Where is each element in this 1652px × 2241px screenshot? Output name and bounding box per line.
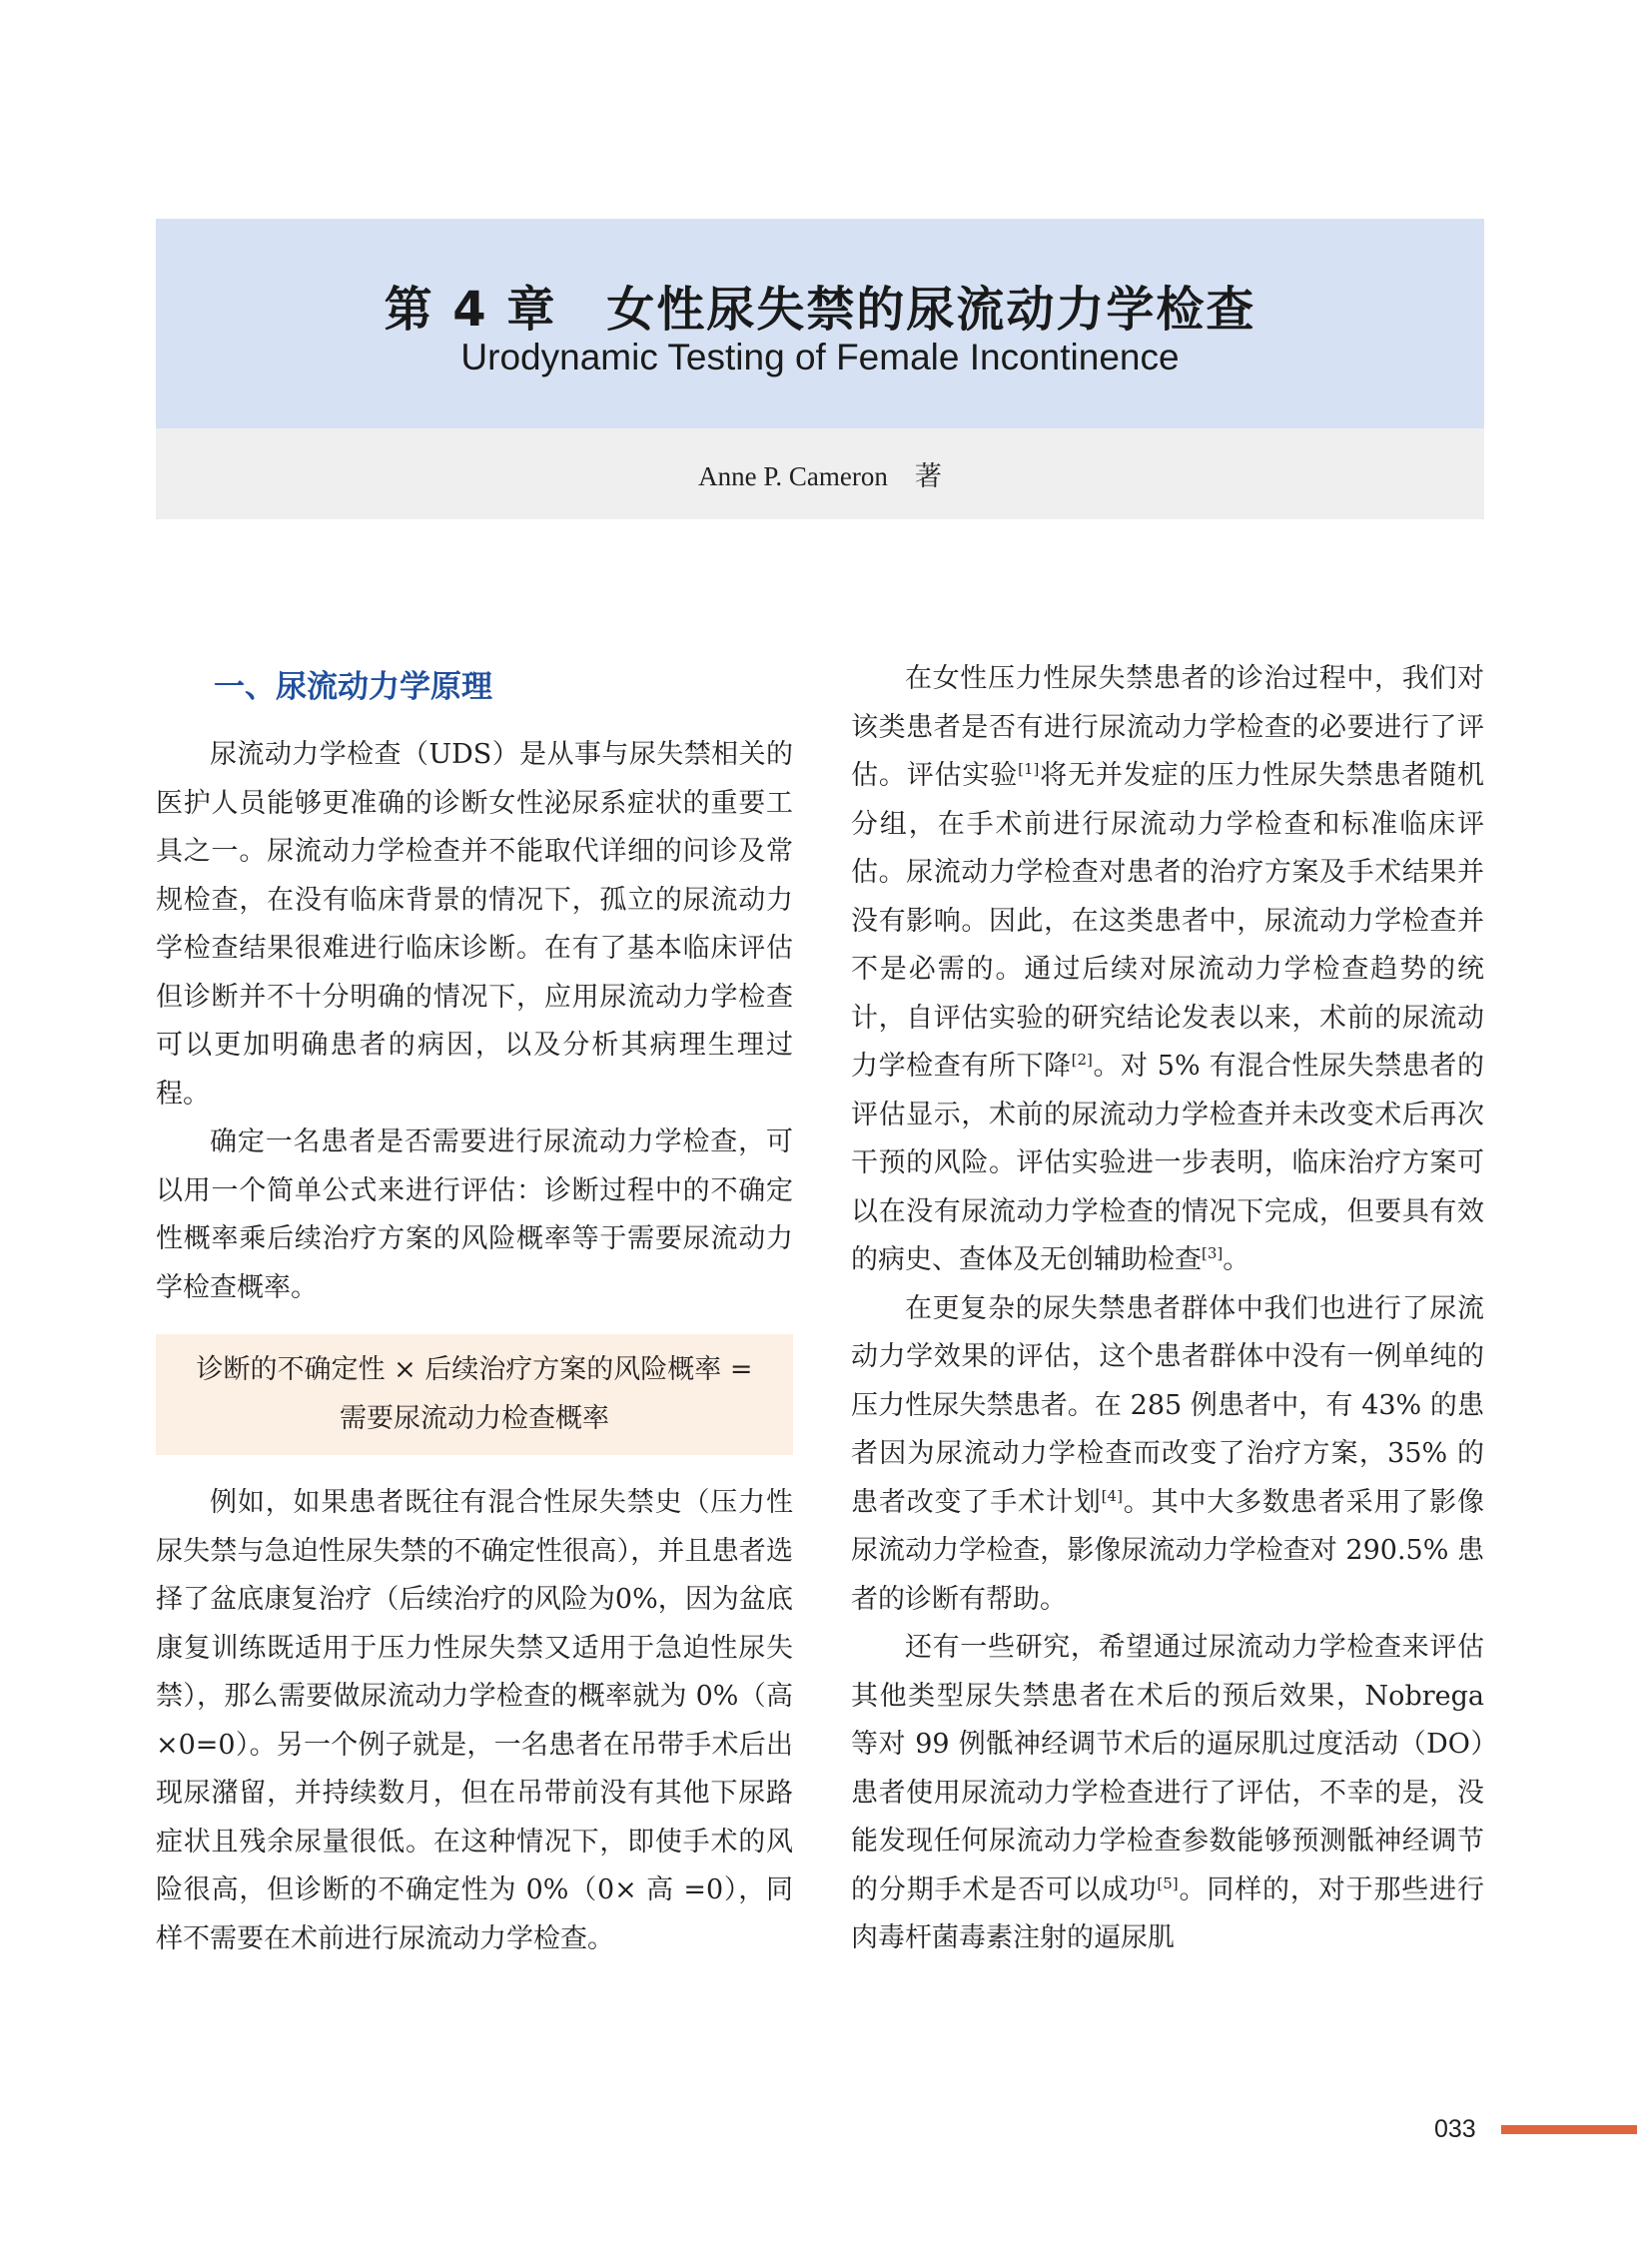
chapter-subtitle: Urodynamic Testing of Female Incontinence	[460, 337, 1180, 377]
formula-line: 诊断的不确定性 × 后续治疗方案的风险概率 =	[196, 1354, 753, 1385]
paragraph	[851, 1624, 1484, 1963]
text-segment: 将无并发症的压力性尿失禁患者随机分组，在手术前进行尿流动力学检查和标准临床评估。尿流动力学检查对患者的治疗方案及手术结果并没有影响。因此，在这类患者中，尿流动力学检查并不是必需的。通过后续对尿流动力学检查趋势的统计，自评估实验的研究结论发表以来，术前的尿流动力学检查有所下降	[851, 760, 1485, 1082]
formula-line: 需要尿流动力检查概率	[340, 1402, 609, 1434]
citation-ref[interactable]: [4]	[1101, 1486, 1123, 1505]
formula-box	[156, 1334, 793, 1455]
text-segment: 。	[1223, 1244, 1250, 1275]
paragraph: 例如，如果患者既往有混合性尿失禁史（压力性尿失禁与急迫性尿失禁的不确定性很高），并且患者选择了盆底康复治疗（后续治疗的风险为0%，因为盆底康复训练既适用于压力性尿失禁又适用于急迫性尿失禁），那么需要做尿流动力学检查的概率就为 0%（高 ×0=0）。另一个例子就是，一名患者在吊带手术后出现尿潴留，并持续数月，但在吊带前没有其他下尿路症状且残余尿量很低。在这种情况下，即使手术的风险很高，但诊断的不确定性为 0%（0× 高 =0），同样不需要在术前进行尿流动力学检查。	[156, 1487, 793, 1954]
section-heading: 一、尿流动力学原理	[214, 669, 492, 705]
paragraph: 确定一名患者是否需要进行尿流动力学检查，可以用一个简单公式来进行评估：诊断过程中的不确定性概率乘后续治疗方案的风险概率等于需要尿流动力学检查概率。	[156, 1126, 793, 1303]
author-name: Anne P. Cameron 著	[698, 461, 942, 491]
text-segment: 在更复杂的尿失禁患者群体中我们也进行了尿流动力学效果的评估，这个患者群体中没有一例单纯的压力性尿失禁患者。在 285 例患者中，有 43% 的患者因为尿流动力学检查而改变了治疗方案，35% 的患者改变了手术计划	[851, 1292, 1484, 1518]
text-segment: 。同样的，对于那些进行肉毒杆菌毒素注射的逼尿肌	[851, 1873, 1484, 1953]
citation-ref[interactable]: [1]	[1018, 760, 1040, 778]
citation-ref[interactable]: [5]	[1157, 1873, 1179, 1892]
paragraph	[851, 655, 1484, 1285]
right-column	[851, 655, 1484, 1963]
text-segment: 。其中大多数患者采用了影像尿流动力学检查，影像尿流动力学检查对 290.5% 患者的诊断有帮助。	[851, 1486, 1485, 1615]
author-box	[156, 428, 1484, 519]
text-segment: 在女性压力性尿失禁患者的诊治过程中，我们对该类患者是否有进行尿流动力学检查的必要进行了评估。评估实验	[851, 663, 1484, 791]
left-column	[156, 655, 793, 1963]
text-segment: 。对 5% 有混合性尿失禁患者的评估显示，术前的尿流动力学检查并未改变术后再次干预的风险。评估实验进一步表明，临床治疗方案可以在没有尿流动力学检查的情况下完成，但要具有效的病史、查体及无创辅助检查	[851, 1051, 1485, 1275]
chapter-title: 第 4 章 女性尿失禁的尿流动力学检查	[384, 282, 1256, 338]
chapter-header-box	[156, 219, 1484, 428]
citation-ref[interactable]: [2]	[1071, 1051, 1093, 1069]
text-segment: 还有一些研究，希望通过尿流动力学检查来评估其他类型尿失禁患者在术后的预后效果，Nobrega 等对 99 例骶神经调节术后的逼尿肌过度活动（DO）患者使用尿流动力学检查进行了评估，不幸的是，没能发现任何尿流动力学检查参数能够预测骶神经调节的分期手术是否可以成功	[851, 1632, 1484, 1905]
page-accent-bar	[1501, 2125, 1637, 2134]
page-number: 033	[1434, 2115, 1476, 2143]
paragraph	[851, 1285, 1484, 1625]
citation-ref[interactable]: [3]	[1202, 1244, 1224, 1262]
paragraph: 尿流动力学检查（UDS）是从事与尿失禁相关的医护人员能够更准确的诊断女性泌尿系症状的重要工具之一。尿流动力学检查并不能取代详细的问诊及常规检查，在没有临床背景的情况下，孤立的尿流动力学检查结果很难进行临床诊断。在有了基本临床评估但诊断并不十分明确的情况下，应用尿流动力学检查可以更加明确患者的病因，以及分析其病理生理过程。	[156, 739, 793, 1110]
